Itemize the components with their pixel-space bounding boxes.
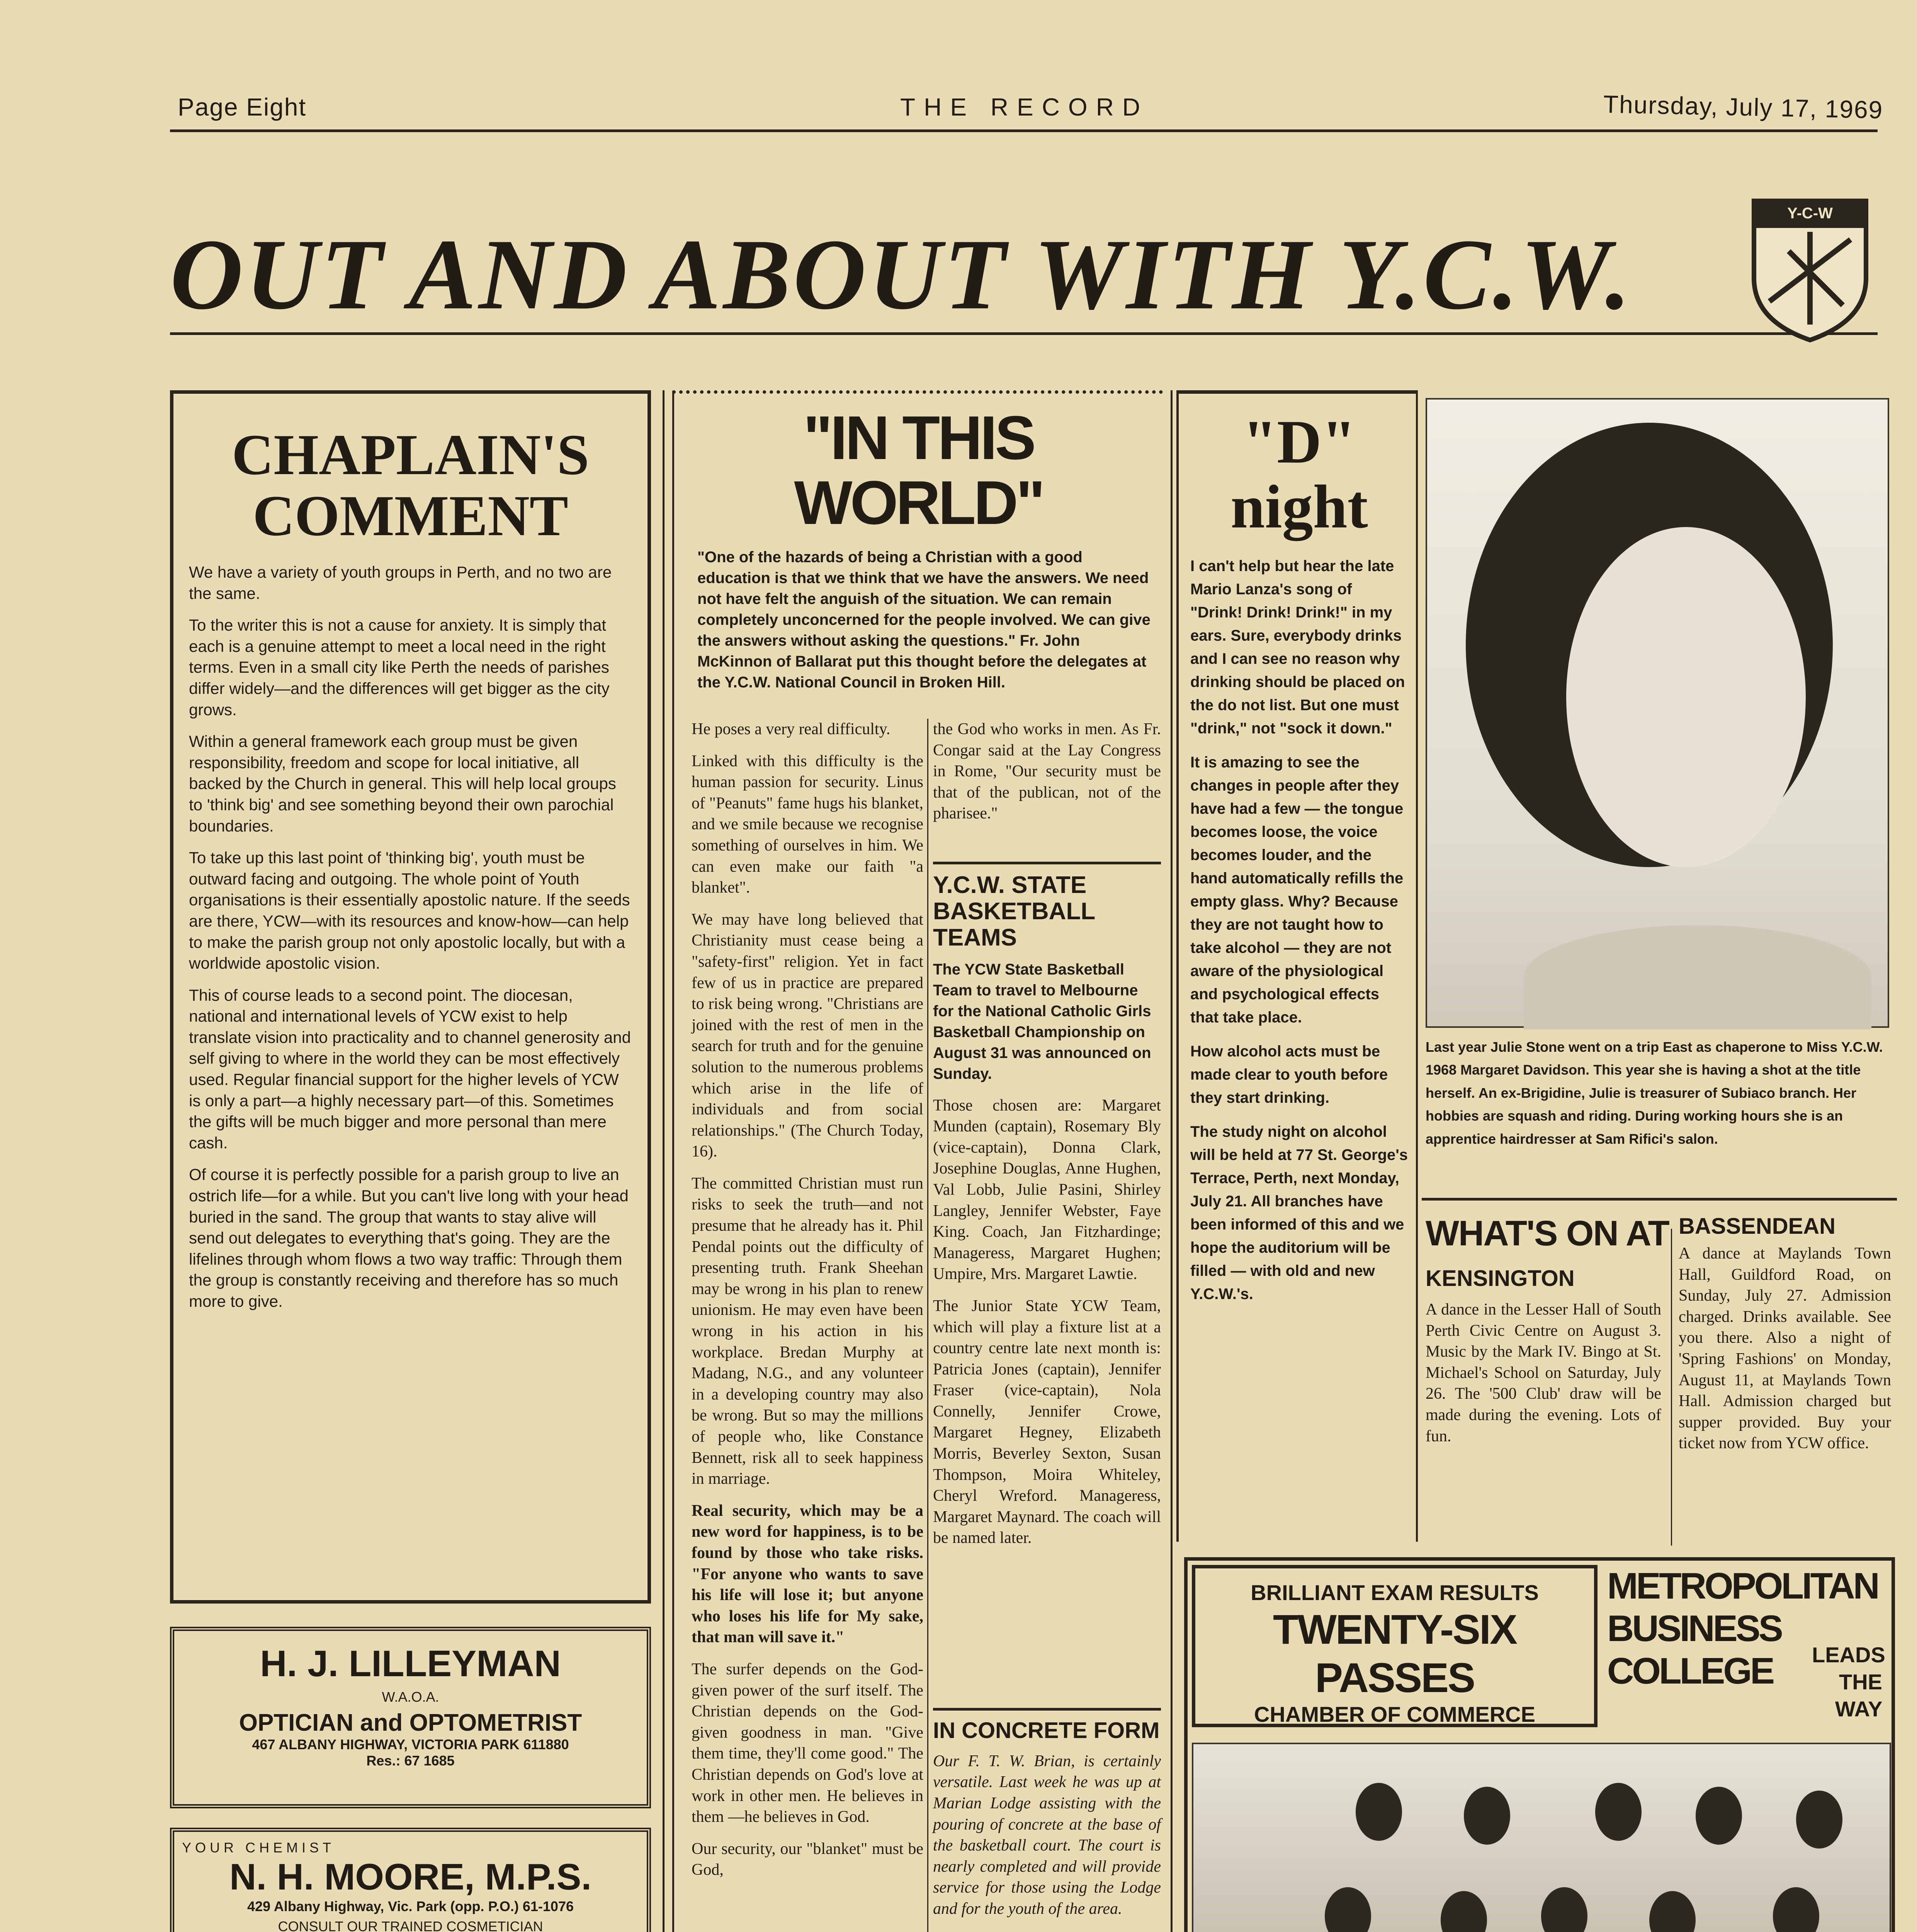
article-lead: The YCW State Basketball Team to travel to Melbourne for the National Catholic Girls Basketball Championship on August 31 was announced on Sunday.: [933, 961, 1151, 1082]
ycw-crest-icon: [1746, 193, 1874, 344]
paragraph: Real security, which may be a new word for happiness, is to be found by those who take risks. "For anyone who wants to save his life will lose it; but anyone who loses his life for My sake, that man will save it.": [692, 1502, 923, 1646]
ad-sub: W.A.O.A.: [382, 1689, 439, 1705]
logo-line: METROPOLITAN: [1607, 1565, 1878, 1607]
ad-address: 429 Albany Highway, Vic. Park (opp. P.O.) 61-1076: [247, 1898, 574, 1914]
student-head: [1356, 1783, 1402, 1841]
julie-stone-photo: [1426, 398, 1889, 1028]
moore-chemist-ad: [170, 1828, 651, 1932]
paragraph: The Junior State YCW Team, which will play a fixture list at a country centre late next month is: Patricia Jones (captain), Jennifer Fraser (vice-captain), Nola Connelly, Jennifer Crowe, Margaret Hegney, Elizabeth Morris, Beverley Sexton, Susan Thompson, Moira Whiteley, Cheryl Wreford. Manageress, Margaret Maynard. The coach will be named later.: [933, 1297, 1161, 1547]
page-number: Page Eight: [178, 93, 307, 121]
ad-address: 467 ALBANY HIGHWAY, VICTORIA PARK 611880: [252, 1736, 569, 1752]
student-head: [1649, 1891, 1696, 1932]
exam-sub: CHAMBER OF COMMERCE: [1254, 1702, 1535, 1726]
paragraph: We have a variety of youth groups in Perth, and no two are the same.: [189, 563, 612, 602]
chaplains-comment-box: [170, 390, 651, 1604]
chaplain-title-2: COMMENT: [253, 483, 568, 548]
student-head: [1541, 1887, 1587, 1932]
inner-divider: [1671, 1229, 1672, 1546]
student-head: [1773, 1887, 1819, 1932]
paragraph: Our F. T. W. Brian, is certainly versatile. Last week he was up at Marian Lodge assisting with the pouring of concrete at the base of the basketball court. The court is nearly completed and will provide service for those using the Lodge and for the youth of the area.: [933, 1752, 1161, 1918]
logo-the: THE: [1839, 1670, 1882, 1694]
student-head: [1325, 1887, 1371, 1932]
paragraph: Those chosen are: Margaret Munden (captain), Rosemary Bly (vice-captain), Donna Clark, Josephine Douglas, Anne Hughen, Val Lobb, Julie Pasini, Shirley Langley, Jennifer Webster, Faye King. Coach, Jan Fitzhardinge; Manageress, Margaret Hughen; Umpire, Mrs. Margaret Lawtie.: [933, 1096, 1161, 1283]
head-rule: [170, 129, 1878, 132]
paragraph: Our security, our "blanket" must be God,: [692, 1840, 923, 1879]
logo-line: COLLEGE: [1607, 1650, 1773, 1692]
paragraph: To take up this last point of 'thinking big', youth must be outward facing and outgoing. The whole point of Youth organisations is their essentially apostolic nature. If the seeds are there, YCW—with its resources and know-how—can help to make the parish group not only apostolic locally, but with a worldwide apostolic vision.: [189, 849, 630, 973]
masthead: OUT AND ABOUT WITH Y.C.W.: [170, 218, 1633, 330]
ad-line: OPTICIAN and OPTOMETRIST: [239, 1709, 582, 1736]
paragraph: Within a general framework each group must be given responsibility, freedom and scope for local initiative, all backed by the Church in general. This will help local groups to 'think big' and see something beyond their own parochial boundaries.: [189, 732, 616, 835]
paragraph: Of course it is perfectly possible for a parish group to live an ostrich life—for a while. But you can't live long with your head buried in the sand. The group that wants to stay alive will send out delegates to everything that's going. They are the lifelines through whom flows a two way traffic: Through them the group is constantly receiving and therefore has so much more to give.: [189, 1165, 629, 1310]
ad-kicker: YOUR CHEMIST: [182, 1840, 335, 1855]
article-title: IN CONCRETE FORM: [933, 1718, 1160, 1743]
masthead-rule: [170, 332, 1878, 335]
paragraph: We may have long believed that Christianity must cease being a "safety-first" religion. Yet in fact few of us in practice are prepared to risk being wrong. "Christians are joined with the rest of men in the search for truth and for the genuine solution to the numerous problems which arise in the life of individuals and from social relationships." (The Church Today, 16).: [692, 910, 923, 1161]
face-shape: [1566, 527, 1806, 867]
article-title-1: "D": [1242, 407, 1356, 476]
newspaper-name: THE RECORD: [900, 93, 1149, 121]
issue-date: Thursday, July 17, 1969: [1603, 90, 1883, 124]
chaplain-body: [189, 562, 632, 1312]
exam-results-box: [1192, 1565, 1598, 1727]
student-head: [1796, 1791, 1842, 1849]
paragraph: I can't help but hear the late Mario Lanza's song of "Drink! Drink! Drink!" in my ears. Sure, everybody drinks and I can see no reason why drinking should be placed on the do not list. But one must "drink," not "sock it down.": [1190, 558, 1405, 737]
paragraph: To the writer this is not a cause for anxiety. It is simply that each is a genuine attempt to meet a local need in the right terms. Even in a small city like Perth the needs of parishes differ widely—and the differences will get bigger as the city grows.: [189, 616, 610, 719]
paragraph: The surfer depends on the God-given power of the surf itself. The Christian depends on the God-given goodness in man. "Give them time, they'll come good." The Christian depends on God's love at work in other men. He believes in them —he believes in God.: [692, 1660, 923, 1826]
chaplain-title-1: CHAPLAIN'S: [231, 423, 590, 487]
article-body: [1190, 554, 1408, 1306]
logo-line: BUSINESS: [1607, 1608, 1781, 1649]
bassendean-body: A dance at Maylands Town Hall, Guildford Road, on Sunday, July 27. Admission charged. Drinks available. See you there. Also a night of 'Spring Fashions' on Monday, August 11, at Maylands Town Hall. Admission charged but supper provided. Buy your ticket now from YCW office.: [1679, 1245, 1891, 1452]
students-group-photo: [1192, 1743, 1891, 1932]
bassendean-section: [1679, 1213, 1891, 1454]
inner-divider: [927, 719, 928, 1932]
paragraph: Linked with this difficulty is the human passion for security. Linus of "Peanuts" fame hugs his blanket, and we smile because we recognise something of ourselves in him. We can even make our faith "a blanket".: [692, 752, 923, 897]
shoulders-shape: [1524, 925, 1871, 1029]
column-divider: [1171, 390, 1173, 1932]
ad-name: H. J. LILLEYMAN: [260, 1643, 561, 1684]
student-head: [1595, 1783, 1642, 1841]
lilleyman-ad: [170, 1627, 651, 1808]
paragraph: This of course leads to a second point. The diocesan, national and international levels of YCW exist to help translate vision into practicality and to channel generosity and self giving to where in the world they can be most effectively used. Regular financial support for the higher levels of YCW is only a part—a highly necessary part—of this. Sometimes the gifts will be much bigger and more personal than mere cash.: [189, 986, 631, 1152]
logo-way: WAY: [1835, 1697, 1883, 1721]
caption-rule: [1422, 1198, 1897, 1201]
paragraph: [933, 1930, 1161, 1932]
logo-leads: LEADS: [1812, 1643, 1885, 1667]
paragraph: How alcohol acts must be made clear to youth before they start drinking.: [1190, 1043, 1388, 1106]
ad-line: CONSULT OUR TRAINED COSMETICIAN: [278, 1918, 543, 1932]
basketball-article: [933, 862, 1161, 1560]
julie-stone-caption: Last year Julie Stone went on a trip East as chaperone to Miss Y.C.W. 1968 Margaret Davidson. This year she is having a shot at the title herself. An ex-Brigidine, Julie is treasurer of Subiaco branch. Her hobbies are squash and riding. During working hours she is an apprentice hairdresser at Sam Rifici's salon.: [1426, 1039, 1883, 1147]
article-title: "IN THIS WORLD": [794, 403, 1043, 537]
in-this-world-column-2: the God who works in men. As Fr. Congar said at the Lay Congress in Rome, "Our security must be that of the publican, not of the pharisee.": [933, 720, 1161, 823]
bassendean-heading: BASSENDEAN: [1679, 1214, 1836, 1239]
d-night-article: [1176, 390, 1416, 1542]
paragraph: He poses a very real difficulty.: [692, 720, 891, 738]
column-divider: [663, 390, 664, 1932]
exam-big: TWENTY-SIX PASSES: [1273, 1606, 1517, 1701]
paragraph: The study night on alcohol will be held at 77 St. George's Terrace, Perth, next Monday, July 21. All branches have been informed of this and we hope the auditorium will be filled — with old and new Y.C.W.'s.: [1190, 1123, 1408, 1303]
kensington-heading: KENSINGTON: [1426, 1266, 1575, 1291]
student-head: [1696, 1787, 1742, 1845]
ad-res: Res.: 67 1685: [366, 1753, 455, 1769]
paragraph: It is amazing to see the changes in people after they have had a few — the tongue becomes loose, the voice becomes louder, and the hand automatically refills the empty glass. Why? Because they are not taught how to take alcohol — they are not aware of the physiological and psychological effects that take place.: [1190, 754, 1404, 1026]
ad-name: N. H. MOORE, M.P.S.: [229, 1856, 592, 1898]
student-head: [1464, 1787, 1510, 1845]
article-lead: "One of the hazards of being a Christian with a good education is that we think that we have the answers. We need not have felt the anguish of the situation. We can remain completely unconcerned for the people involved. We can give the answers without asking the questions." Fr. John McKinnon of Ballarat put this thought before the delegates at the Y.C.W. National Council in Broken Hill.: [697, 549, 1151, 691]
student-head: [1441, 1891, 1487, 1932]
article-title-2: night: [1230, 472, 1368, 541]
concrete-article: [933, 1708, 1161, 1932]
mbc-logo: [1607, 1565, 1889, 1743]
column-divider: [1416, 390, 1418, 1542]
crest-label: Y-C-W: [1787, 205, 1833, 222]
in-this-world-column-1: [692, 719, 923, 1932]
kensington-body: A dance in the Lesser Hall of South Perth Civic Centre on August 3. Music by the Mark IV. Bingo at St. Michael's School on Saturday, July 26. The '500 Club' draw will be made during the evening. Lots of fun.: [1426, 1301, 1661, 1445]
exam-kicker: BRILLIANT EXAM RESULTS: [1251, 1580, 1539, 1605]
paragraph: The committed Christian must run risks to seek the truth—and not presume that he already has it. Phil Pendal points out the difficulty of presenting truth. Frank Sheehan may be wrong in his plan to renew unionism. He may even have been wrong in his action in his workplace. Bredan Murphy at Madang, N.G., and any volunteer in a developing country may also be wrong. But so may the millions of people who, like Constance Bennett, risk all to seek happiness in marriage.: [692, 1174, 923, 1488]
article-title: Y.C.W. STATE BASKETBALL TEAMS: [933, 872, 1095, 951]
section-title: WHAT'S ON AT: [1426, 1214, 1669, 1253]
